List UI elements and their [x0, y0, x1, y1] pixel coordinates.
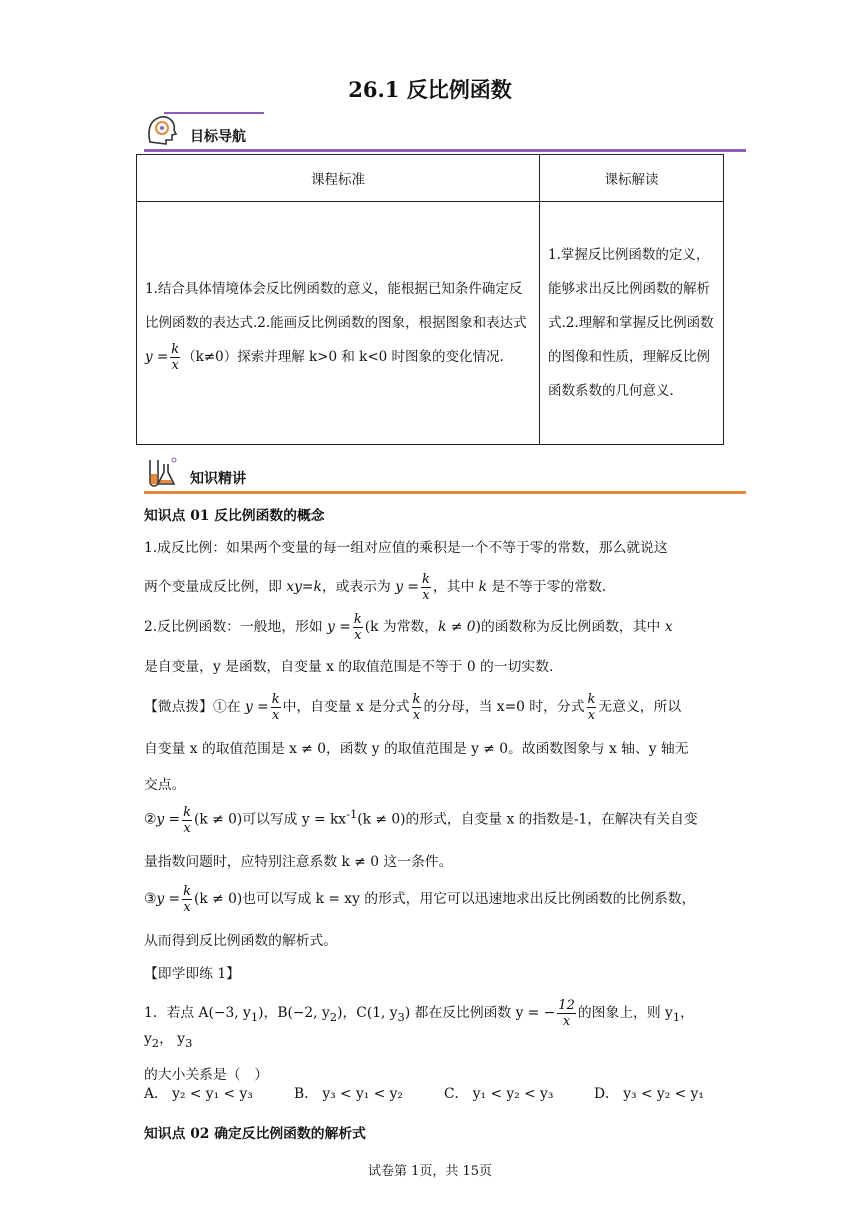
- page-title: 26.1 反比例函数: [348, 77, 512, 102]
- section-divider: [144, 491, 746, 494]
- head-gear-icon: [144, 112, 180, 148]
- option-d[interactable]: D． y₃ < y₂ < y₁: [594, 1086, 704, 1102]
- header-accent-line: [164, 112, 264, 114]
- table-row: [137, 202, 724, 445]
- section-divider: [144, 149, 746, 152]
- standard-text-2: （k≠0）探索并理解 k>0 和 k<0 时图象的变化情况.: [182, 349, 504, 365]
- paragraph-tip: 【微点拨】①在 y = $\frac{k}{x}$ 中，自变量 x 是分式 $\frac{k}{x}$ 的分母，当 x=0 时，分式 $\frac{k}{x}$ 无意义，所以 自变量 x 的取值范围是 x ≠ 0，函数 y 的取值范围是 y ≠ 0。故函数图象与 x 轴、y 轴无 交点。: [144, 692, 689, 793]
- standard-text: 1.结合具体情境体会反比例函数的意义，能根据已知条件确定反比例函数的表达式.2.能画反比例函数的图象，根据图象和表达式: [145, 281, 527, 331]
- page-footer: 试卷第 1页，共 15页: [367, 1164, 493, 1179]
- interpretation-cell: 1.掌握反比例函数的定义，能够求出反比例函数的解析式.2.理解和掌握反比例函数的图像和性质，理解反比例函数系数的几何意义.: [540, 202, 724, 445]
- curriculum-table: [136, 154, 724, 445]
- practice-label: 【即学即练 1】: [144, 966, 240, 982]
- option-c[interactable]: C． y₁ < y₂ < y₃: [444, 1086, 554, 1102]
- section-header-goals: [144, 112, 746, 152]
- option-b[interactable]: B． y₃ < y₁ < y₂: [294, 1086, 403, 1102]
- options-row: [144, 1084, 720, 1104]
- question-1: 1．若点 A(−3, $y_1$)，B(−2, $y_2$)，C(1, $y_3$) 都在反比例函数 y = − $\frac{12}{x}$ 的图象上，则 $y_1$， $y_2$， $y_3$ 的大小关系是（ ）: [144, 998, 694, 1083]
- option-a[interactable]: A． y₂ < y₁ < y₃: [144, 1086, 253, 1102]
- table-header-row: [137, 155, 724, 202]
- paragraph-note-3: ③y = $\frac{k}{x}$ (k ≠ 0)也可以写成 k = xy 的形式，用它可以迅速地求出反比例函数的比例系数， 从而得到反比例函数的解析式。: [144, 884, 696, 949]
- section-label: 知识精讲: [190, 471, 246, 487]
- paragraph-2: 2.反比例函数：一般地，形如 y = $\frac{k}{x}$ (k 为常数，k ≠ 0)的函数称为反比例函数，其中 x 是自变量，y 是函数，自变量 x 的取值范围是不等于 0 的一切实数.: [144, 612, 673, 675]
- knowledge-point-heading-2: 知识点 02 确定反比例函数的解析式: [144, 1126, 366, 1142]
- standard-cell: [137, 202, 540, 445]
- section-label: 目标导航: [190, 129, 246, 145]
- formula-y-k-over-x: y = $\frac{k}{x}$: [145, 342, 180, 373]
- knowledge-point-heading: 知识点 01 反比例函数的概念: [144, 508, 325, 524]
- paragraph-note-2: ②y = $\frac{k}{x}$ (k ≠ 0)可以写成 $y = kx^{-1}(k \ne 0)$的形式，自变量 x 的指数是-1，在解决有关自变 量指数问题时，应特别注意系数 k ≠ 0 这一条件。: [144, 804, 698, 870]
- section-header-knowledge: [144, 454, 746, 494]
- col-header-standard: 课程标准: [137, 155, 540, 202]
- col-header-interpretation: 课标解读: [540, 155, 724, 202]
- flask-icon: [144, 454, 180, 490]
- paragraph-1: 1.成反比例：如果两个变量的每一组对应值的乘积是一个不等于零的常数，那么就说这 两个变量成反比例，即 xy=k，或表示为 y = $\frac{k}{x}$ ，其中 k 是不等于零的常数.: [144, 540, 668, 603]
